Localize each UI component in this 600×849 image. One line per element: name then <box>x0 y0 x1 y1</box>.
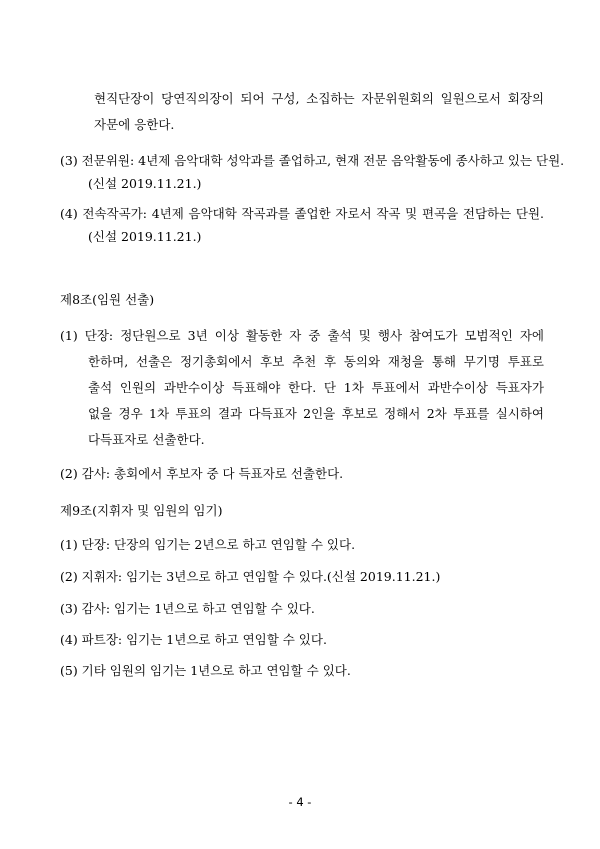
list-item: (5) 기타 임원의 임기는 1년으로 하고 연임할 수 있다. <box>60 663 351 678</box>
list-item: (3) 감사: 임기는 1년으로 하고 연임할 수 있다. <box>60 601 315 616</box>
list-item: (1) 단장: 단장의 임기는 2년으로 하고 연임할 수 있다. <box>60 537 356 552</box>
text-line: 현직단장이 당연직의장이 되어 구성, 소집하는 자문위원회의 일원으로서 회장의 <box>94 91 544 106</box>
list-item: (4) 파트장: 임기는 1년으로 하고 연임할 수 있다. <box>60 632 327 647</box>
list-item: (2) 지휘자: 임기는 3년으로 하고 연임할 수 있다.(신설 2019.11.21.) <box>60 569 441 584</box>
list-item: (1) 단장: 정단원으로 3년 이상 활동한 자 중 출석 및 행사 참여도가 모범적인 자에 <box>60 328 544 343</box>
article-heading: 제9조(지휘자 및 임원의 임기) <box>60 503 223 518</box>
article-heading: 제8조(임원 선출) <box>60 292 155 307</box>
page-number: - 4 - <box>288 795 312 809</box>
text-line: 다득표자로 선출한다. <box>88 432 205 447</box>
list-item: (2) 감사: 총회에서 후보자 중 다 득표자로 선출한다. <box>60 466 344 481</box>
list-item: (3) 전문위원: 4년제 음악대학 성악과를 졸업하고, 현재 전문 음악활동에 종사하고 있는 단원. <box>60 153 565 168</box>
text-line: 자문에 응한다. <box>94 117 175 132</box>
text-line: (신설 2019.11.21.) <box>88 229 202 244</box>
text-line: 한하며, 선출은 정기총회에서 후보 추천 후 동의와 재청을 통해 무기명 투표로 <box>88 354 544 369</box>
text-line: 출석 인원의 과반수이상 득표해야 한다. 단 1차 투표에서 과반수이상 득표자가 <box>88 380 544 395</box>
text-line: 없을 경우 1차 투표의 결과 다득표자 2인을 후보로 정해서 2차 투표를 실시하여 <box>88 406 544 421</box>
list-item: (4) 전속작곡가: 4년제 음악대학 작곡과를 졸업한 자로서 작곡 및 편곡을 전담하는 단원. <box>60 206 544 221</box>
text-line: (신설 2019.11.21.) <box>88 176 202 191</box>
